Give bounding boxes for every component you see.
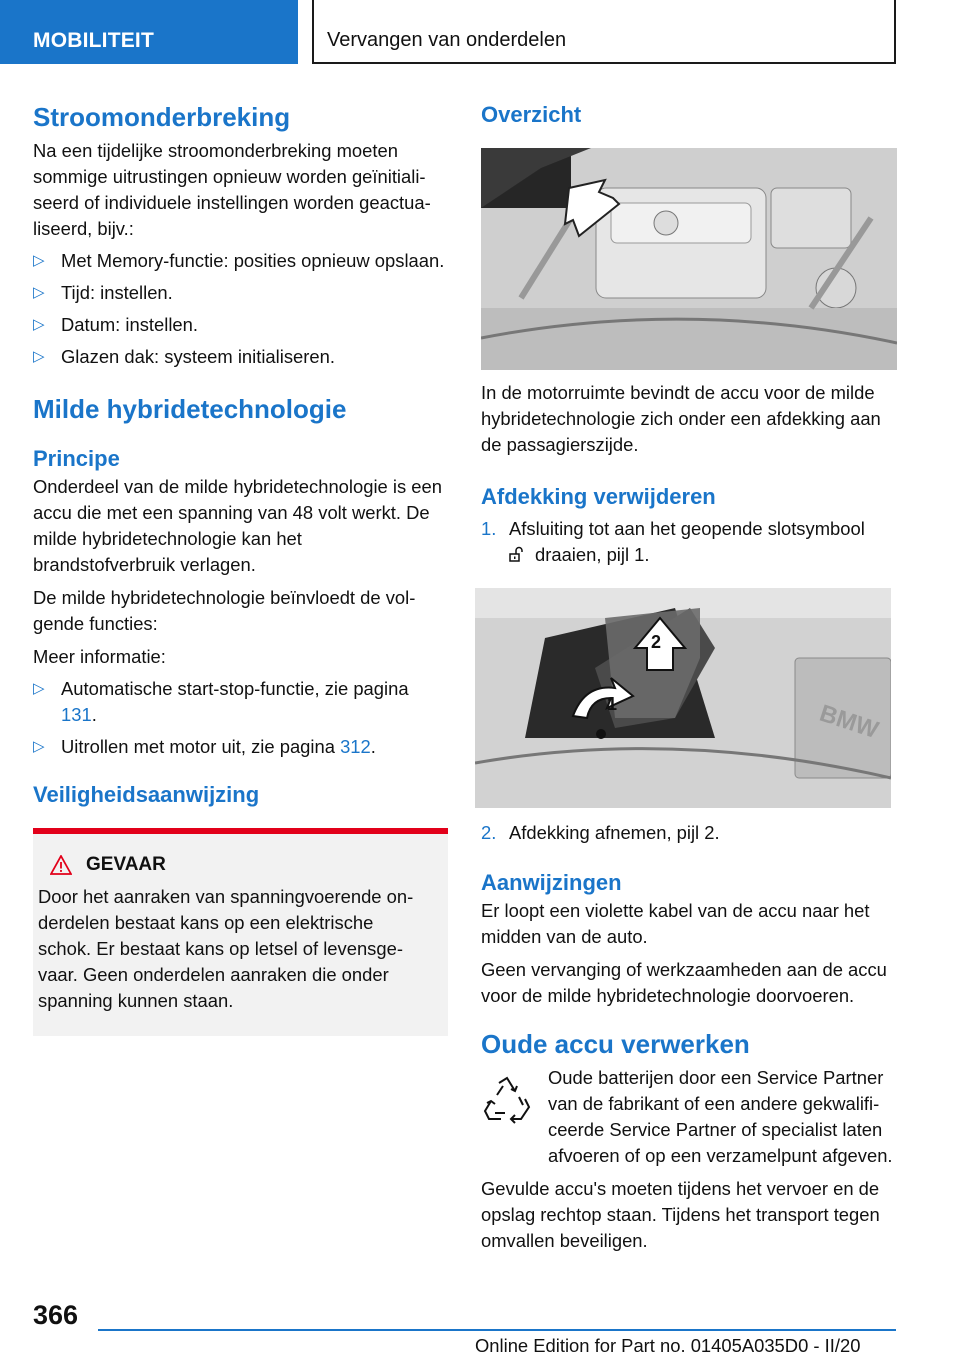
header-section-label: MOBILITEIT xyxy=(33,29,154,52)
paragraph-old-battery-2: Gevulde accu's moeten tijdens het vervoer en de opslag rechtop staan. Tijdens het transport tegen omvallen beveiligen. xyxy=(481,1178,880,1251)
engine-bay-photo xyxy=(481,148,897,370)
triangle-right-icon: ▷ xyxy=(33,680,45,697)
cover-photo xyxy=(475,588,891,808)
heading-remove-cover: Afdekking verwijderen xyxy=(481,484,716,509)
page-link-131[interactable]: 131 xyxy=(61,704,92,725)
list-item: ▷ Datum: instellen. xyxy=(33,312,448,338)
list-item: 1. Afsluiting tot aan het geopende slotsymbool draaien, pijl 1. xyxy=(481,518,865,565)
page-link-312[interactable]: 312 xyxy=(340,736,371,757)
left-column xyxy=(33,100,448,1036)
header-section-tab xyxy=(0,0,298,64)
arrow-label-1: 1 xyxy=(607,694,618,714)
heading-notes: Aanwijzingen xyxy=(481,870,622,895)
open-lock-icon xyxy=(509,546,525,562)
triangle-right-icon: ▷ xyxy=(33,348,45,365)
info-items-list xyxy=(33,676,448,760)
heading-old-battery: Oude accu verwerken xyxy=(481,1029,750,1059)
triangle-right-icon: ▷ xyxy=(33,252,45,269)
heading-overview: Overzicht xyxy=(481,102,582,127)
footer-divider xyxy=(98,1329,896,1331)
steps-list-continued xyxy=(481,820,897,846)
warning-title-row xyxy=(38,852,430,878)
warning-triangle-icon xyxy=(50,855,72,875)
paragraph-principle-2: De milde hybridetechnologie beïnvloedt de volgende functies: xyxy=(33,587,416,634)
list-item: ▷ Glazen dak: systeem initialiseren. xyxy=(33,344,448,370)
heading-mild-hybrid: Milde hybridetechnologie xyxy=(33,394,347,424)
heading-power-interruption: Stroomonderbreking xyxy=(33,102,291,132)
bmw-engine-lettering: BMW xyxy=(816,699,882,745)
paragraph-notes-2: Geen vervanging of werkzaamheden aan de accu voor de milde hybridetechnologie doorvoeren. xyxy=(481,959,887,1006)
triangle-right-icon: ▷ xyxy=(33,738,45,755)
list-item: ▷ Uitrollen met motor uit, zie pagina 312. xyxy=(33,734,448,760)
footer-edition: Online Edition for Part no. 01405A035D0 - II/20 xyxy=(475,1335,861,1356)
paragraph-overview: In de motorruimte bevindt de accu voor de milde hybridetechnologie zich onder een afdekking aan de passagierszijde. xyxy=(481,382,881,455)
list-item: ▷ Tijd: instellen. xyxy=(33,280,448,306)
paragraph-power-interruption: Na een tijdelijke stroomonderbreking moeten sommige uitrustingen opnieuw worden geïnitialiseerd of individuele instellingen worden geactualiseerd, bijv.: xyxy=(33,140,431,239)
warning-box xyxy=(33,828,448,1036)
warning-title: GEVAAR xyxy=(86,854,166,875)
triangle-right-icon: ▷ xyxy=(33,284,45,301)
paragraph-more-info: Meer informatie: xyxy=(33,646,166,667)
step-number: 1. xyxy=(481,518,497,539)
right-column xyxy=(481,100,897,1254)
paragraph-old-battery-1a: Oude batterijen door een Service Partner van de fabrikant of een andere gekwalificeerde Service Partner of specialist laten afvoeren of op een verzamelpunt afgeven. xyxy=(548,1067,893,1166)
header-title: Vervangen van onderdelen xyxy=(327,29,567,51)
list-item: 2. Afdekking afnemen, pijl 2. xyxy=(481,820,897,846)
header-title-box xyxy=(312,0,896,64)
heading-safety: Veiligheidsaanwijzing xyxy=(33,782,260,807)
heading-principle: Principe xyxy=(33,446,120,471)
warning-text: Door het aanraken van spanningvoerende onderdelen bestaat kans op een elektrische schok. Er bestaat kans op letsel of levensgevaar. Geen onderdelen aanraken die onder spanning kunnen staan. xyxy=(38,886,414,1011)
step-number: 2. xyxy=(481,822,497,843)
list-item: ▷ Automatische start-stop-functie, zie pagina 131. xyxy=(33,678,409,725)
power-items-list xyxy=(33,248,448,370)
triangle-right-icon: ▷ xyxy=(33,316,45,333)
paragraph-principle-1: Onderdeel van de milde hybridetechnologie is een accu die met een spanning van 48 volt werkt. De milde hybridetechnologie kan het brandstofverbruik verlagen. xyxy=(33,476,442,575)
paragraph-notes-1: Er loopt een violette kabel van de accu naar het midden van de auto. xyxy=(481,900,870,947)
battery-cover-illustration xyxy=(475,588,891,808)
list-item: ▷ Met Memory-functie: posities opnieuw opslaan. xyxy=(33,248,448,274)
engine-bay-illustration xyxy=(481,148,897,370)
old-battery-block xyxy=(481,1065,897,1169)
page-number: 366 xyxy=(33,1300,79,1330)
steps-list xyxy=(481,516,897,568)
arrow-label-2: 2 xyxy=(651,632,662,652)
recycle-icon xyxy=(481,1075,533,1125)
